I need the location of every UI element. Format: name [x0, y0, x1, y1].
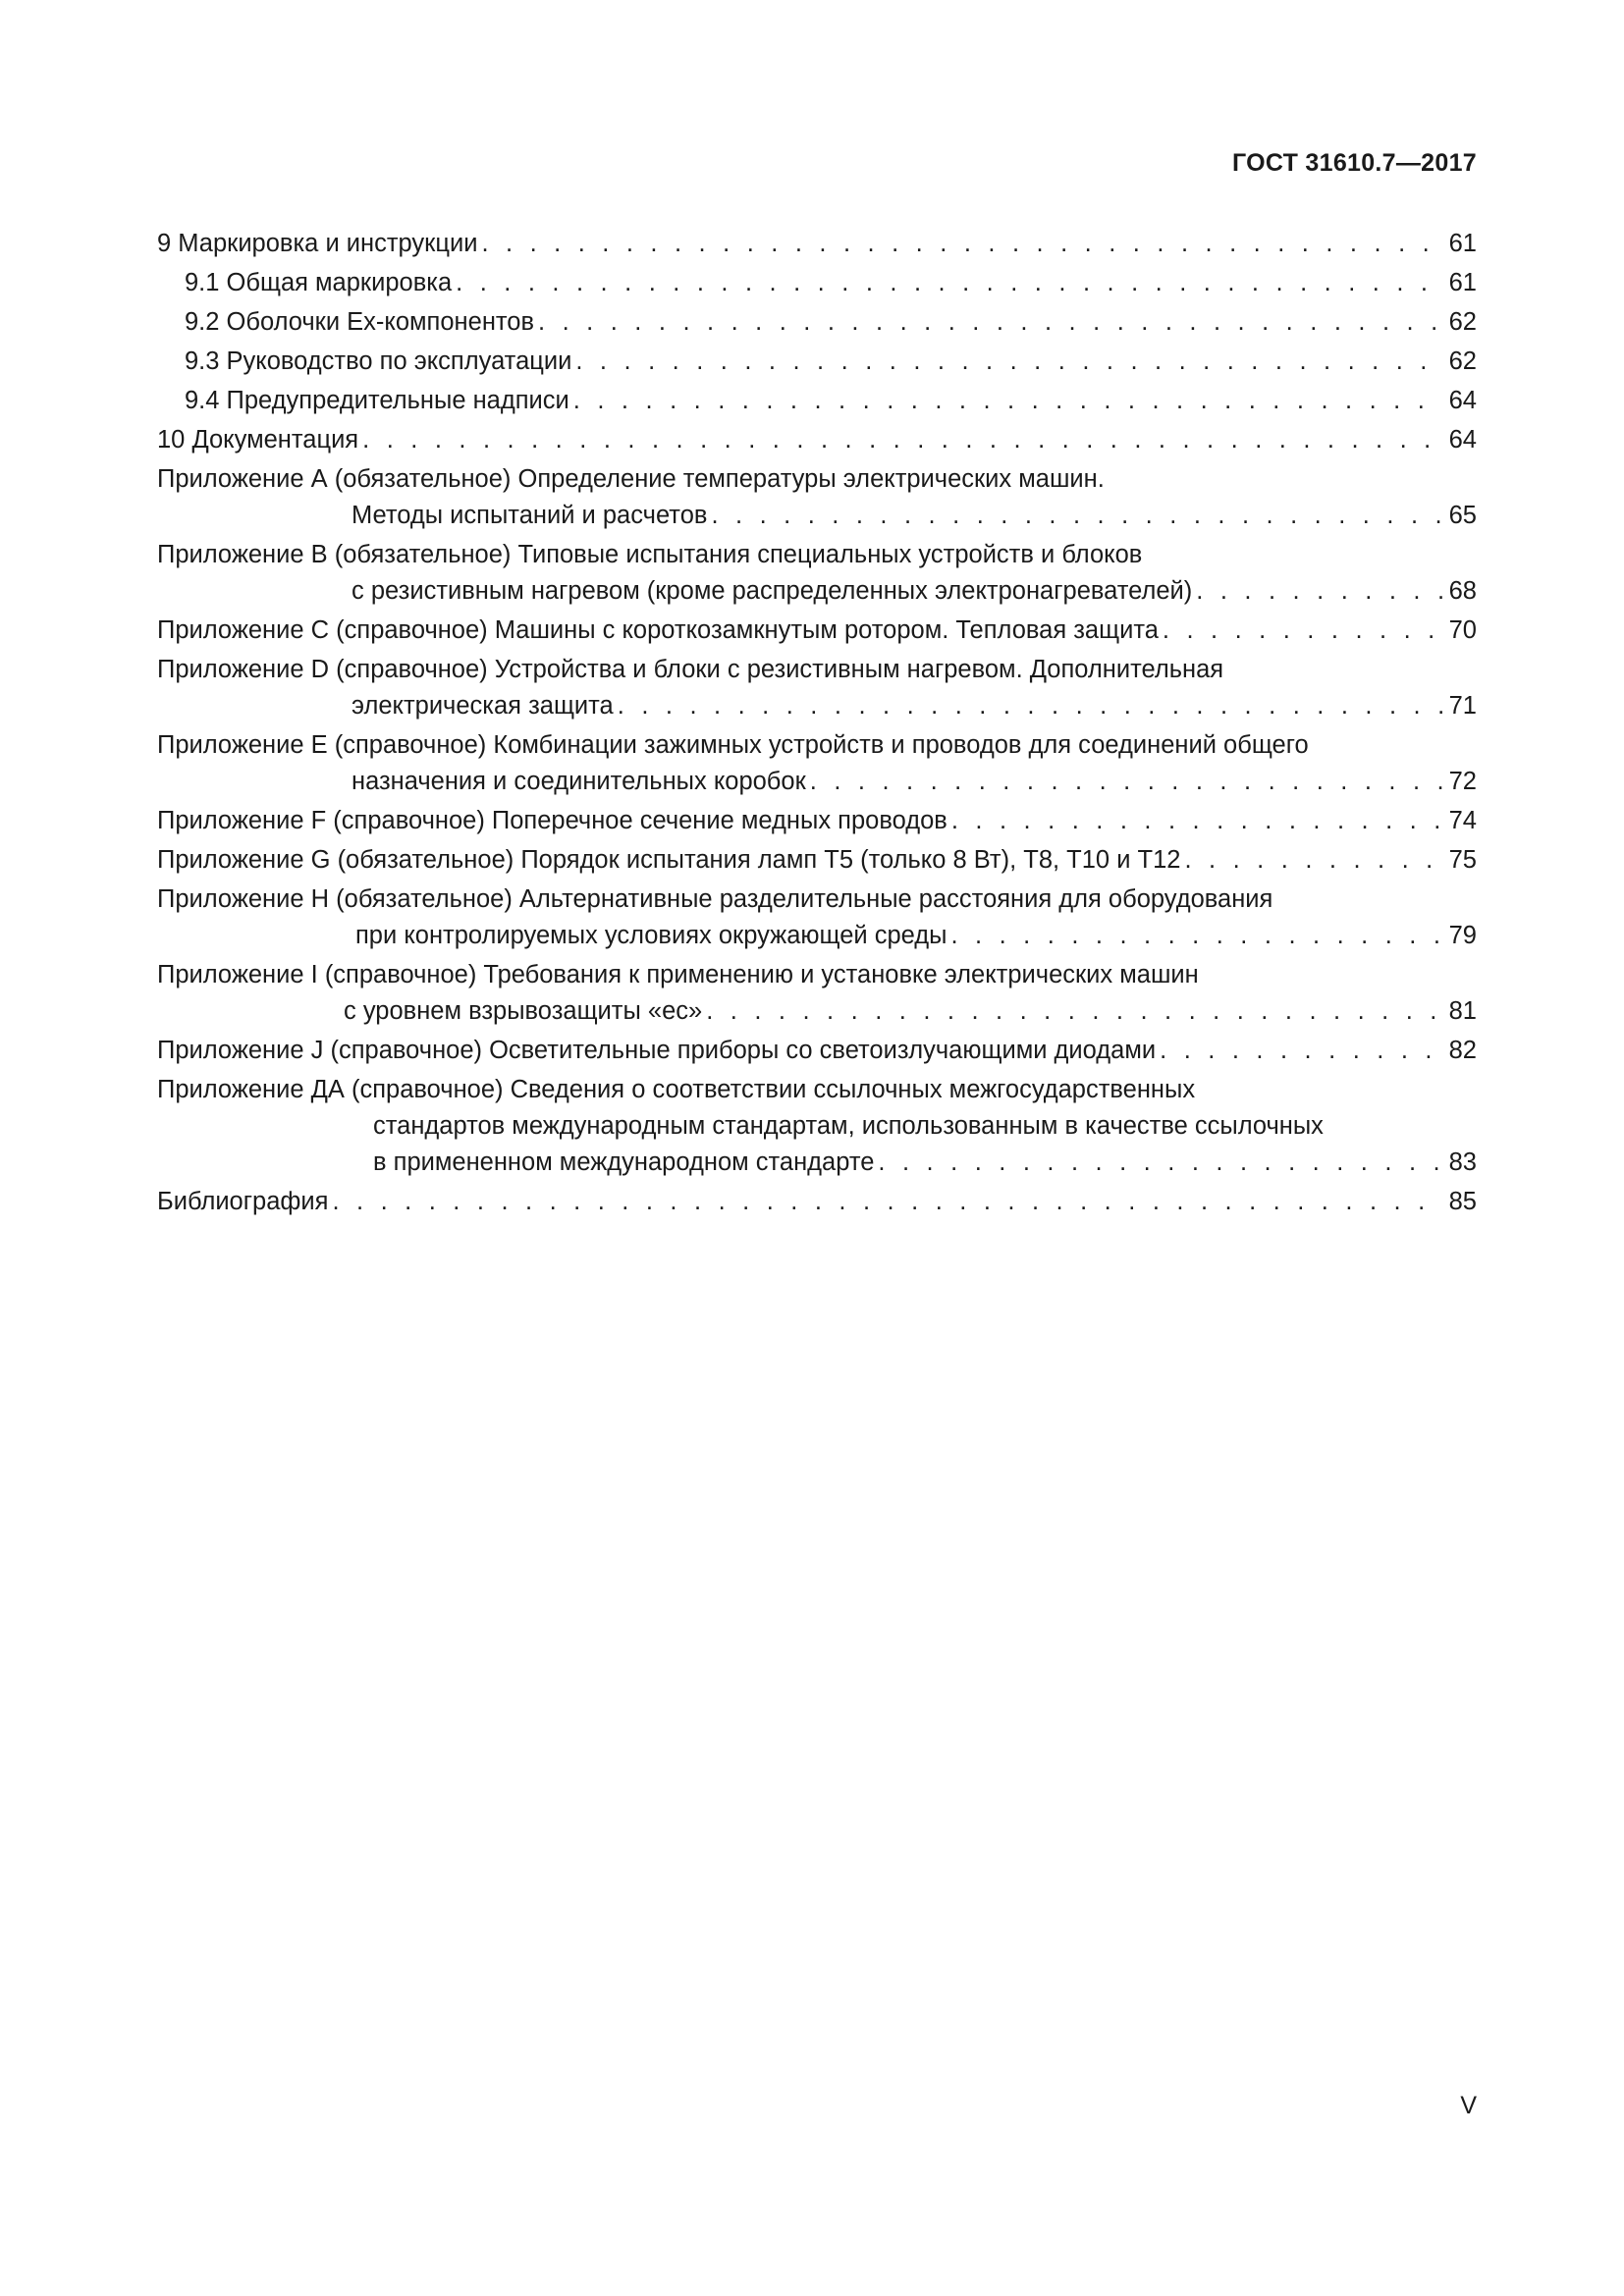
dot-leader: [575, 344, 1442, 380]
toc-entry-title: Приложение В (обязательное) Типовые испытания специальных устройств и блоков: [157, 541, 1143, 568]
toc-entry-title: стандартов международным стандартам, использованным в качестве ссылочных: [373, 1112, 1324, 1140]
toc-entry: [157, 344, 1477, 380]
toc-entry-page: 62: [1448, 347, 1477, 375]
toc-entry-title: Приложение С (справочное) Машины с короткозамкнутым ротором. Тепловая защита: [157, 616, 1159, 644]
dot-leader: [456, 265, 1442, 301]
dot-leader: [1184, 842, 1442, 879]
toc-entry-title: с уровнем взрывозащиты «ес»: [344, 997, 703, 1025]
toc-entry: [157, 383, 1477, 419]
toc-entry-page: 71: [1448, 692, 1477, 720]
toc-entry-title: Приложение ДА (справочное) Сведения о соответствии ссылочных межгосударственных: [157, 1076, 1196, 1103]
toc-entry: [157, 1033, 1477, 1069]
toc-entry-page: 61: [1448, 230, 1477, 257]
toc-entry-page: 79: [1448, 922, 1477, 949]
toc-entry-title: Приложение Е (справочное) Комбинации зажимных устройств и проводов для соединений общего: [157, 731, 1309, 759]
toc-entry-title: назначения и соединительных коробок: [352, 768, 806, 795]
dot-leader: [706, 993, 1442, 1030]
dot-leader: [711, 498, 1442, 534]
toc-entry-page: 70: [1448, 616, 1477, 644]
page-number: V: [1460, 2092, 1477, 2119]
toc-entry-title: Приложение I (справочное) Требования к применению и установке электрических машин: [157, 961, 1199, 988]
dot-leader: [538, 304, 1443, 341]
toc-entry-page: 72: [1448, 768, 1477, 795]
toc-entry: [157, 842, 1477, 879]
toc-entry-page: 85: [1448, 1188, 1477, 1215]
table-of-contents: [157, 226, 1477, 1220]
toc-entry: [157, 727, 1477, 800]
toc-entry: [157, 957, 1477, 1030]
toc-entry-title: Приложение G (обязательное) Порядок испытания ламп Т5 (только 8 Вт), Т8, Т10 и Т12: [157, 846, 1181, 874]
toc-entry-page: 83: [1448, 1148, 1477, 1176]
toc-entry-page: 65: [1448, 502, 1477, 529]
toc-entry-page: 75: [1448, 846, 1477, 874]
toc-entry-title: при контролируемых условиях окружающей среды: [355, 922, 947, 949]
dot-leader: [332, 1184, 1442, 1220]
toc-entry-title: Приложение А (обязательное) Определение температуры электрических машин.: [157, 465, 1105, 493]
dot-leader: [951, 803, 1443, 839]
toc-entry-title: 9 Маркировка и инструкции: [157, 230, 478, 257]
toc-entry-title: Приложение J (справочное) Осветительные приборы со светоизлучающими диодами: [157, 1037, 1157, 1064]
dot-leader: [1160, 1033, 1442, 1069]
toc-entry: [157, 265, 1477, 301]
dot-leader: [1163, 613, 1443, 649]
toc-entry-title: 10 Документация: [157, 426, 359, 454]
toc-entry-title: Методы испытаний и расчетов: [352, 502, 708, 529]
toc-entry: [157, 1072, 1477, 1181]
dot-leader: [618, 688, 1443, 724]
document-header: ГОСТ 31610.7—2017: [1231, 149, 1477, 177]
toc-entry-page: 64: [1448, 387, 1477, 414]
dot-leader: [1196, 573, 1442, 610]
dot-leader: [878, 1145, 1442, 1181]
toc-entry-title: 9.3 Руководство по эксплуатации: [185, 347, 572, 375]
toc-entry-page: 62: [1448, 308, 1477, 336]
toc-entry: [157, 226, 1477, 262]
toc-entry-page: 74: [1448, 807, 1477, 834]
dot-leader: [950, 918, 1442, 954]
toc-entry: [157, 537, 1477, 610]
toc-entry: [157, 304, 1477, 341]
toc-entry: [157, 461, 1477, 534]
toc-entry-page: 64: [1448, 426, 1477, 454]
toc-entry-title: 9.4 Предупредительные надписи: [185, 387, 569, 414]
dot-leader: [573, 383, 1443, 419]
toc-entry: [157, 803, 1477, 839]
toc-entry: [157, 652, 1477, 724]
toc-entry: [157, 613, 1477, 649]
toc-entry-title: Приложение F (справочное) Поперечное сечение медных проводов: [157, 807, 947, 834]
toc-entry: [157, 422, 1477, 458]
toc-entry-page: 82: [1448, 1037, 1477, 1064]
toc-entry-title: 9.1 Общая маркировка: [185, 269, 453, 296]
toc-entry-title: Библиография: [157, 1188, 329, 1215]
toc-entry-page: 68: [1448, 577, 1477, 605]
toc-entry-title: с резистивным нагревом (кроме распределенных электронагревателей): [352, 577, 1193, 605]
dot-leader: [481, 226, 1442, 262]
toc-entry-page: 81: [1448, 997, 1477, 1025]
toc-entry-title: 9.2 Оболочки Ex-компонентов: [185, 308, 535, 336]
toc-entry-title: электрическая защита: [352, 692, 614, 720]
toc-entry-title: в примененном международном стандарте: [373, 1148, 875, 1176]
toc-entry-title: Приложение Н (обязательное) Альтернативные разделительные расстояния для оборудования: [157, 885, 1273, 913]
dot-leader: [362, 422, 1443, 458]
toc-entry: [157, 881, 1477, 954]
toc-entry: [157, 1184, 1477, 1220]
dot-leader: [810, 764, 1443, 800]
toc-entry-title: Приложение D (справочное) Устройства и блоки с резистивным нагревом. Дополнительная: [157, 656, 1224, 683]
toc-entry-page: 61: [1448, 269, 1477, 296]
